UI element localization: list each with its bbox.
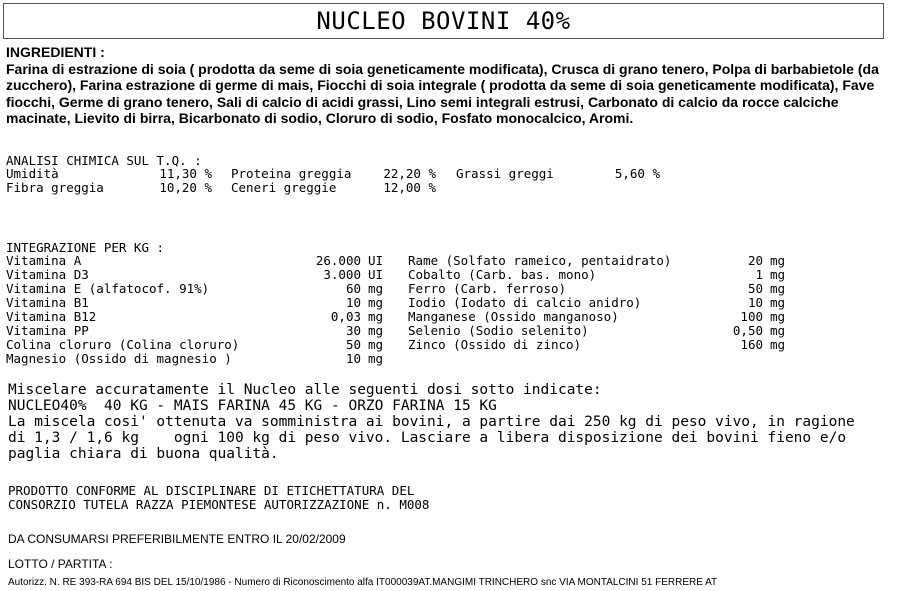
analysis-value: 22,20 % <box>383 166 436 181</box>
integration-unit: mg <box>368 337 384 352</box>
integration-value: 50 <box>345 337 361 352</box>
integration-unit: mg <box>368 309 384 324</box>
instruction-line: paglia chiara di buona qualità. <box>8 446 279 462</box>
integration-label: Vitamina E (alfatocof. 91%) <box>6 281 210 296</box>
integration-row <box>6 310 391 324</box>
conformity-line: CONSORZIO TUTELA RAZZA PIEMONTESE AUTORIZZAZIONE n. M008 <box>8 497 430 512</box>
integration-value: 50 <box>747 281 763 296</box>
integration-label: Cobalto (Carb. bas. mono) <box>408 267 597 282</box>
integration-label: Rame (Solfato rameico, pentaidrato) <box>408 253 672 268</box>
integration-value: 10 <box>345 295 361 310</box>
integration-value: 10 <box>747 295 763 310</box>
integration-row <box>408 254 793 268</box>
integration-unit: mg <box>770 337 786 352</box>
integration-value: 0,50 <box>732 323 763 338</box>
integration-heading: INTEGRAZIONE PER KG : <box>6 240 165 255</box>
integration-value: 0,03 <box>330 309 361 324</box>
integration-value: 20 <box>747 253 763 268</box>
instructions-block <box>8 382 855 462</box>
conformity-block <box>8 484 429 512</box>
product-title: NUCLEO BOVINI 40% <box>316 7 571 35</box>
instruction-line: di 1,3 / 1,6 kg ogni 100 kg di peso vivo. Lasciare a libera disposizione dei bovini fieno e/o <box>8 430 847 446</box>
footer-authorization: Autorizz. N. RE 393-RA 694 BIS DEL 15/10/1986 - Numero di Riconoscimento alfa IT000039AT.MANGIMI TRINCHERO snc VIA MONTALCINI 51 FERRERE AT <box>8 577 718 588</box>
ingredients-text: Farina di estrazione di soia ( prodotta da seme di soia geneticamente modificata), Crusca di grano tenero, Polpa di barbabietole (da zucchero), Farina estrazione di germe di mais, Fiocchi di soia integrale ( prodotta da seme di soia geneticamente modificata), Fave fiocchi, Germe di grano tenero, Sali di calcio di acidi grassi, Lino semi integrali estrusi, Carbonato di calcio da rocce calciche macinate, Lievito di birra, Bicarbonato di sodio, Cloruro di sodio, Fosfato monocalcico, Aromi. <box>6 61 879 127</box>
analysis-value: 5,60 % <box>614 166 660 181</box>
integration-unit: mg <box>770 309 786 324</box>
integration-unit: UI <box>368 267 384 282</box>
integration-value: 26.000 <box>315 253 361 268</box>
integration-unit: mg <box>770 295 786 310</box>
integration-row <box>408 268 793 282</box>
integration-unit: UI <box>368 253 384 268</box>
integration-unit: mg <box>770 267 786 282</box>
title-box <box>3 3 884 39</box>
integration-label: Vitamina D3 <box>6 267 89 282</box>
integration-label: Zinco (Ossido di zinco) <box>408 337 582 352</box>
integration-unit: mg <box>770 253 786 268</box>
integration-row <box>408 282 793 296</box>
integration-value: 100 <box>740 309 763 324</box>
integration-right-list <box>408 254 793 352</box>
analysis-row-2 <box>6 181 706 195</box>
integration-value: 10 <box>345 351 361 366</box>
analysis-label: Umidità <box>6 166 59 181</box>
integration-value: 3.000 <box>323 267 361 282</box>
analysis-label: Proteina greggia <box>231 166 352 181</box>
integration-value: 60 <box>345 281 361 296</box>
integration-label: Manganese (Ossido manganoso) <box>408 309 619 324</box>
integration-unit: mg <box>368 281 384 296</box>
integration-left-list <box>6 254 391 366</box>
analysis-label: Fibra greggia <box>6 180 104 195</box>
integration-label: Vitamina B12 <box>6 309 97 324</box>
integration-label: Magnesio (Ossido di magnesio ) <box>6 351 232 366</box>
integration-row <box>6 324 391 338</box>
integration-label: Iodio (Iodato di calcio anidro) <box>408 295 642 310</box>
integration-row <box>6 352 391 366</box>
integration-value: 1 <box>755 267 763 282</box>
integration-row <box>6 338 391 352</box>
instruction-line: NUCLEO40% 40 KG - MAIS FARINA 45 KG - ORZO FARINA 15 KG <box>8 398 497 414</box>
analysis-label: Ceneri greggie <box>231 180 337 195</box>
analysis-value: 10,20 % <box>159 180 212 195</box>
analysis-value: 11,30 % <box>159 166 212 181</box>
lot-label: LOTTO / PARTITA : <box>8 557 113 571</box>
integration-label: Vitamina PP <box>6 323 89 338</box>
integration-unit: mg <box>770 281 786 296</box>
integration-row <box>6 268 391 282</box>
integration-unit: mg <box>368 351 384 366</box>
integration-row <box>408 296 793 310</box>
integration-label: Selenio (Sodio selenito) <box>408 323 589 338</box>
integration-value: 30 <box>345 323 361 338</box>
analysis-value: 12,00 % <box>383 180 436 195</box>
integration-unit: mg <box>770 323 786 338</box>
integration-label: Colina cloruro (Colina cloruro) <box>6 337 240 352</box>
integration-row <box>6 296 391 310</box>
analysis-label: Grassi greggi <box>456 166 554 181</box>
integration-row <box>408 324 793 338</box>
integration-row <box>6 282 391 296</box>
integration-label: Ferro (Carb. ferroso) <box>408 281 567 296</box>
integration-row <box>408 338 793 352</box>
instruction-line: Miscelare accuratamente il Nucleo alle seguenti dosi sotto indicate: <box>8 382 602 398</box>
instruction-line: La miscela cosi' ottenuta va somministra ai bovini, a partire dai 250 kg di peso vivo, in ragione <box>8 414 855 430</box>
integration-row <box>408 310 793 324</box>
integration-label: Vitamina A <box>6 253 82 268</box>
best-before: DA CONSUMARSI PREFERIBILMENTE ENTRO IL 20/02/2009 <box>8 532 346 546</box>
integration-label: Vitamina B1 <box>6 295 89 310</box>
analysis-row-1 <box>6 167 706 181</box>
integration-row <box>6 254 391 268</box>
analysis-heading: ANALISI CHIMICA SUL T.Q. : <box>6 153 202 168</box>
integration-value: 160 <box>740 337 763 352</box>
integration-unit: mg <box>368 295 384 310</box>
conformity-line: PRODOTTO CONFORME AL DISCIPLINARE DI ETICHETTATURA DEL <box>8 483 415 498</box>
integration-unit: mg <box>368 323 384 338</box>
ingredients-heading: INGREDIENTI : <box>6 44 105 60</box>
